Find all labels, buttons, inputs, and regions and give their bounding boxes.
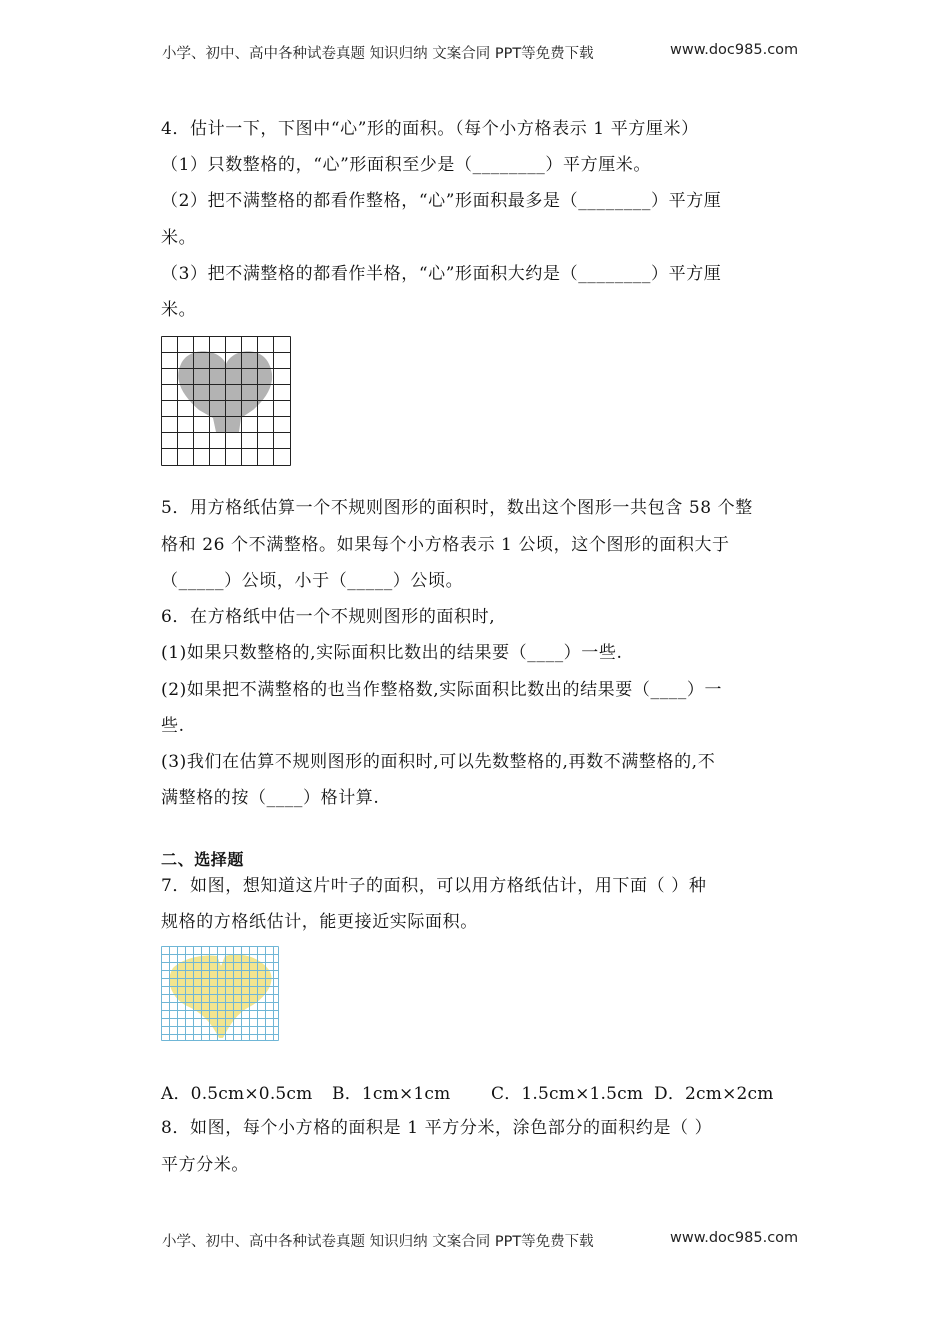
q6-part1: (1)如果只数整格的,实际面积比数出的结果要（____）一些.: [161, 643, 623, 663]
option-c[interactable]: C．1.5cm×1.5cm: [491, 1084, 644, 1104]
q5-line1: 5．用方格纸估算一个不规则图形的面积时，数出这个图形一共包含 58 个整: [161, 498, 753, 518]
footer-site[interactable]: www.doc985.com: [670, 1230, 799, 1246]
q8-line1: 8．如图，每个小方格的面积是 1 平方分米，涂色部分的面积约是（ ）: [161, 1118, 713, 1138]
q4-part3-cont: 米。: [161, 300, 197, 320]
option-a[interactable]: A．0.5cm×0.5cm: [161, 1084, 313, 1104]
heart-grid-lines: [162, 337, 291, 466]
q4-part2: （2）把不满整格的都看作整格，“心”形面积最多是（________）平方厘: [161, 191, 722, 211]
q6-part3: (3)我们在估算不规则图形的面积时,可以先数整格的,再数不满整格的,不: [161, 752, 716, 772]
header-text: 小学、初中、高中各种试卷真题 知识归纳 文案合同 PPT等免费下载: [162, 46, 594, 62]
q8-line2: 平方分米。: [161, 1155, 249, 1175]
page-footer: [162, 1230, 799, 1251]
q5-line3: （_____）公顷，小于（_____）公顷。: [161, 571, 464, 591]
q4-part3: （3）把不满整格的都看作半格，“心”形面积大约是（________）平方厘: [161, 264, 722, 284]
q6-part2-cont: 些.: [161, 716, 185, 736]
option-d[interactable]: D．2cm×2cm: [654, 1084, 774, 1104]
q6-part2: (2)如果把不满整格的也当作整格数,实际面积比数出的结果要（____）一: [161, 680, 723, 700]
page-header: [162, 42, 799, 63]
heart-grid-figure: [161, 336, 291, 466]
header-site[interactable]: www.doc985.com: [670, 42, 799, 58]
q6-part3-cont: 满整格的按（____）格计算.: [161, 788, 380, 808]
q6-line1: 6．在方格纸中估一个不规则图形的面积时,: [161, 607, 496, 627]
section-title: 二、选择题: [161, 850, 245, 869]
q4-stem: 4．估计一下，下图中“心”形的面积。（每个小方格表示 1 平方厘米）: [161, 119, 699, 139]
footer-text: 小学、初中、高中各种试卷真题 知识归纳 文案合同 PPT等免费下载: [162, 1234, 594, 1250]
leaf-grid-figure: [161, 946, 279, 1041]
q4-part2-cont: 米。: [161, 228, 197, 248]
option-b[interactable]: B．1cm×1cm: [332, 1084, 451, 1104]
q5-line2: 格和 26 个不满整格。如果每个小方格表示 1 公顷，这个图形的面积大于: [161, 535, 730, 555]
q7-line2: 规格的方格纸估计，能更接近实际面积。: [161, 912, 478, 932]
q7-line1: 7．如图，想知道这片叶子的面积，可以用方格纸估计，用下面（ ）种: [161, 876, 707, 896]
q4-part1: （1）只数整格的，“心”形面积至少是（________）平方厘米。: [161, 155, 651, 175]
